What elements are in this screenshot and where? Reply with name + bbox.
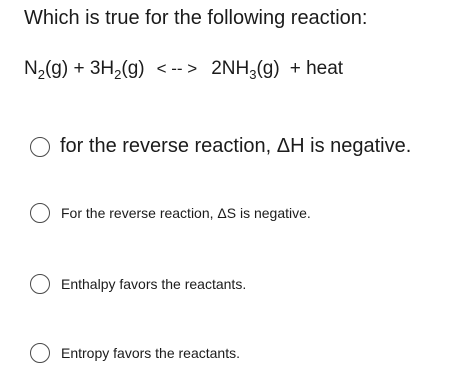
answer-option-label: For the reverse reaction, ΔS is negative. (61, 205, 311, 221)
radio-button[interactable] (30, 137, 50, 157)
equation-nh3: 2NH (211, 58, 250, 79)
equation-heat: + heat (289, 58, 344, 79)
answer-option-1[interactable] (30, 135, 411, 158)
answer-option-2[interactable] (30, 203, 311, 223)
answer-option-label: Enthalpy favors the reactants. (61, 276, 247, 292)
equation-n2: N (24, 58, 38, 79)
radio-button[interactable] (30, 343, 50, 363)
equation-h2-state: (g) (121, 58, 145, 79)
equation-h2-subscript: 2 (114, 67, 122, 82)
equation-n2-subscript: 2 (37, 67, 45, 82)
equation-nh3-state: (g) (256, 58, 280, 79)
answer-option-label: for the reverse reaction, ΔH is negative. (60, 135, 412, 157)
equilibrium-arrow: < -- > (156, 59, 198, 78)
radio-button[interactable] (30, 274, 50, 294)
question-text: Which is true for the following reaction: (24, 7, 368, 29)
answer-option-label: Entropy favors the reactants. (61, 345, 240, 361)
radio-button[interactable] (30, 203, 50, 223)
answer-option-3[interactable] (30, 274, 246, 294)
equation-nh3-subscript: 3 (249, 67, 257, 82)
reaction-equation (24, 56, 343, 82)
answer-option-4[interactable] (30, 343, 240, 363)
equation-n2-state: (g) + 3H (44, 58, 115, 79)
